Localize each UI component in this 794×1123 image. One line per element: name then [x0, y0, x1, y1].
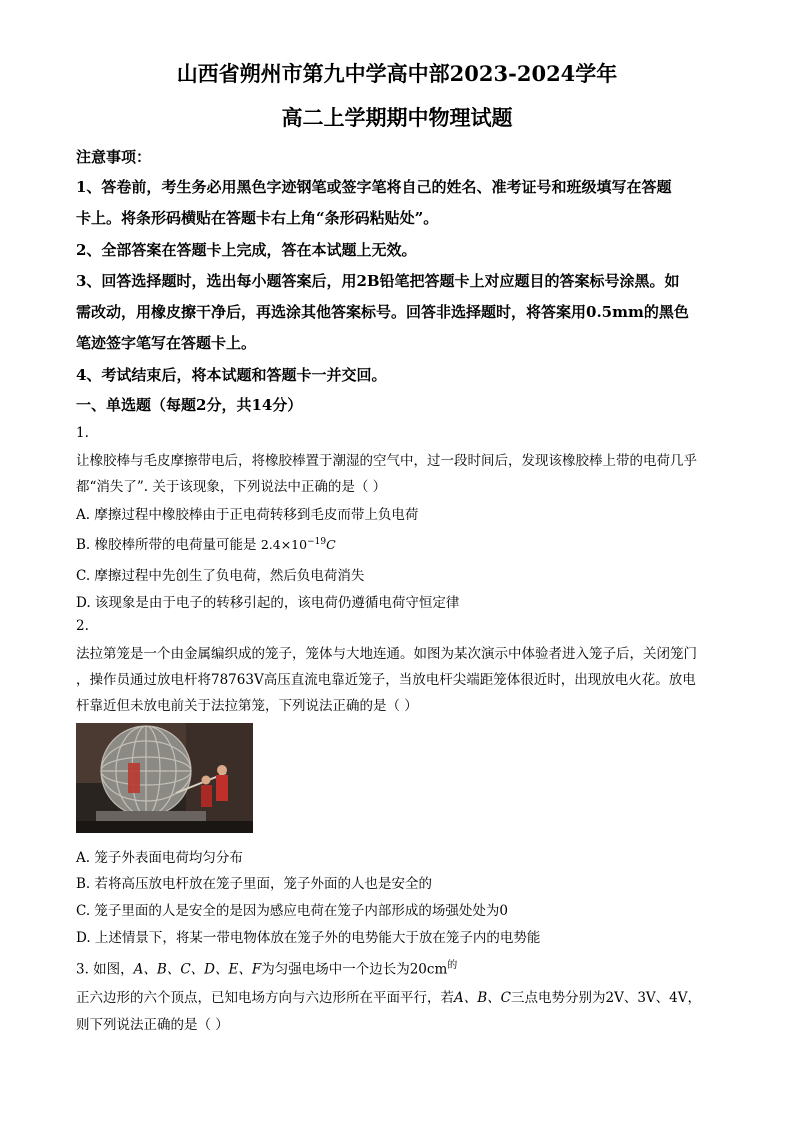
- q2-option-a: A. 笼子外表面电荷均匀分布: [76, 850, 243, 866]
- exam-title-line2: 高二上学期期中物理试题: [281, 105, 513, 130]
- q1-option-a: A. 摩擦过程中橡胶棒由于正电荷转移到毛皮而带上负电荷: [76, 507, 419, 523]
- notice-1a: 1、答卷前，考生务必用黑色字迹钢笔或签字笔将自己的姓名、准考证号和班级填写在答题: [76, 178, 672, 196]
- q3-stem-line2: 正六边形的六个顶点，已知电场方向与六边形所在平面平行，若A、B、C三点电势分别为2V、3V、4V，: [76, 990, 702, 1006]
- notice-3a: 3、回答选择题时，选出每小题答案后，用2B铅笔把答题卡上对应题目的答案标号涂黑。如: [76, 272, 680, 290]
- q1-stem-line1: 让橡胶棒与毛皮摩擦带电后，将橡胶棒置于潮湿的空气中，过一段时间后，发现该橡胶棒上带的电荷几乎: [76, 453, 697, 469]
- q1-option-b: [76, 533, 336, 553]
- q3-stem-line1: 3. 如图，A、B、C、D、E、F为匀强电场中一个边长为$20cm^的$: [76, 960, 458, 978]
- q1-option-c: C. 摩擦过程中先创生了负电荷，然后负电荷消失: [76, 568, 365, 584]
- q2-option-c: C. 笼子里面的人是安全的是因为感应电荷在笼子内部形成的场强处处为0: [76, 903, 509, 919]
- notice-3b: 需改动，用橡皮擦干净后，再选涂其他答案标号。回答非选择题时，将答案用0.5mm的黑色: [76, 303, 689, 321]
- q3-stem-line3: 则下列说法正确的是（ ）: [76, 1017, 229, 1033]
- notice-heading: 注意事项：: [76, 148, 152, 166]
- q2-option-d: D. 上述情景下，将某一带电物体放在笼子外的电势能大于放在笼子内的电势能: [76, 930, 541, 946]
- q1-option-d: D. 该现象是由于电子的转移引起的，该电荷仍遵循电荷守恒定律: [76, 595, 460, 611]
- q2-stem-line3: 杆靠近但未放电前关于法拉第笼，下列说法正确的是（ ）: [76, 698, 418, 714]
- notice-2: 2、全部答案在答题卡上完成，答在本试题上无效。: [76, 241, 417, 259]
- notice-4: 4、考试结束后，将本试题和答题卡一并交回。: [76, 366, 387, 384]
- q1-number: 1.: [76, 425, 89, 441]
- q1-stem-line2: 都“消失了”. 关于该现象，下列说法中正确的是（ ）: [76, 479, 387, 495]
- section-heading: 一、单选题（每题2分，共14分）: [76, 396, 303, 414]
- exam-title-line1: 山西省朔州市第九中学高中部2023-2024学年: [176, 61, 618, 86]
- q1-option-b-text: B. 橡胶棒所带的电荷量可能是: [76, 537, 257, 553]
- q2-number: 2.: [76, 618, 89, 634]
- q2-option-b: B. 若将高压放电杆放在笼子里面，笼子外面的人也是安全的: [76, 876, 433, 892]
- notice-3c: 笔迹签字笔写在答题卡上。: [76, 334, 257, 352]
- notice-1b: 卡上。将条形码横贴在答题卡右上角“条形码粘贴处”。: [76, 209, 439, 227]
- faraday-cage-photo: [76, 723, 253, 833]
- q2-stem-line2: ，操作员通过放电杆将78763V高压直流电靠近笼子，当放电杆尖端距笼体很近时，出现放电火花。放电: [76, 672, 696, 688]
- q2-stem-line1: 法拉第笼是一个由金属编织成的笼子，笼体与大地连通。如图为某次演示中体验者进入笼子后，关闭笼门: [76, 646, 697, 662]
- q1-option-b-formula: $2.4\times 10^{-19}C$: [260, 536, 336, 552]
